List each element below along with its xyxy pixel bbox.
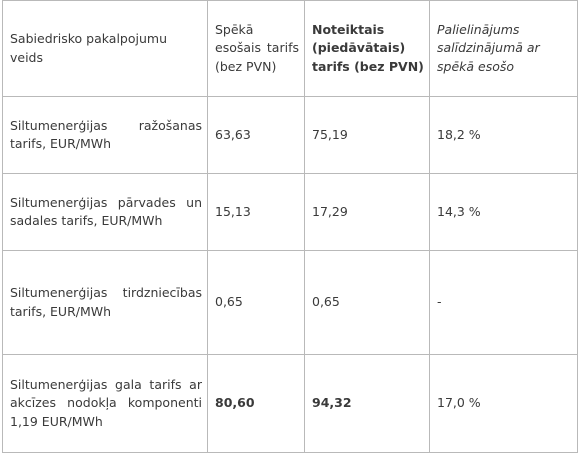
row-label: Siltumenerģijas tirdzniecības tarifs, EUR/MWh bbox=[3, 251, 208, 355]
proposed-tariff-value: 75,19 bbox=[305, 97, 430, 174]
current-tariff-value: 0,65 bbox=[208, 251, 305, 355]
header-proposed-tariff: Noteiktais (piedāvātais) tarifs (bez PVN) bbox=[305, 1, 430, 97]
proposed-tariff-value: 94,32 bbox=[305, 355, 430, 453]
table-header-row bbox=[3, 1, 578, 97]
increase-value: - bbox=[430, 251, 578, 355]
increase-value: 14,3 % bbox=[430, 174, 578, 251]
header-increase: Palielinājums salīdzinājumā ar spēkā esošo bbox=[430, 1, 578, 97]
increase-value: 17,0 % bbox=[430, 355, 578, 453]
proposed-tariff-value: 17,29 bbox=[305, 174, 430, 251]
increase-value: 18,2 % bbox=[430, 97, 578, 174]
row-label: Siltumenerģijas ražošanas tarifs, EUR/MWh bbox=[3, 97, 208, 174]
header-current-tariff: Spēkā esošais tarifs (bez PVN) bbox=[208, 1, 305, 97]
proposed-tariff-value: 0,65 bbox=[305, 251, 430, 355]
row-label: Siltumenerģijas gala tarifs ar akcīzes nodokļa komponenti 1,19 EUR/MWh bbox=[3, 355, 208, 453]
table-row bbox=[3, 251, 578, 355]
current-tariff-value: 15,13 bbox=[208, 174, 305, 251]
current-tariff-value: 63,63 bbox=[208, 97, 305, 174]
tariff-table bbox=[2, 0, 578, 453]
row-label: Siltumenerģijas pārvades un sadales tarifs, EUR/MWh bbox=[3, 174, 208, 251]
table-row bbox=[3, 174, 578, 251]
table-row bbox=[3, 97, 578, 174]
table-row bbox=[3, 355, 578, 453]
current-tariff-value: 80,60 bbox=[208, 355, 305, 453]
header-service-type: Sabiedrisko pakalpojumu veids bbox=[3, 1, 208, 97]
